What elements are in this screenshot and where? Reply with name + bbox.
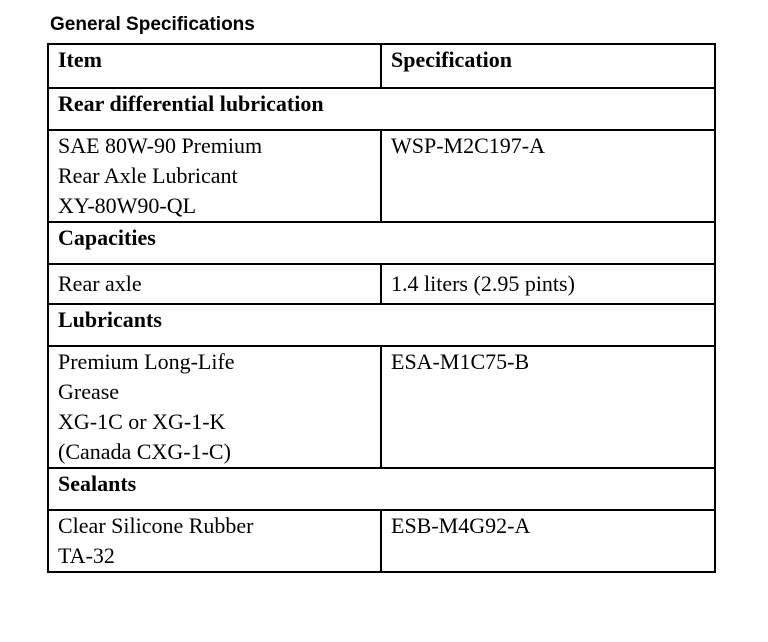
table-row	[48, 346, 715, 468]
column-header-item: Item	[48, 44, 381, 88]
item-line: Premium Long-Life	[58, 349, 235, 374]
item-line: Rear Axle Lubricant	[58, 163, 238, 188]
specification-cell: WSP-M2C197-A	[381, 130, 715, 222]
section-row	[48, 222, 715, 264]
section-row	[48, 304, 715, 346]
item-line: XY-80W90-QL	[58, 193, 197, 218]
section-row	[48, 88, 715, 130]
section-title-capacities: Capacities	[48, 222, 715, 264]
item-cell	[48, 264, 381, 304]
table-header-row	[48, 44, 715, 88]
table-caption: General Specifications	[50, 14, 255, 35]
item-line: SAE 80W-90 Premium	[58, 133, 263, 158]
section-title-lubricants: Lubricants	[48, 304, 715, 346]
table-row	[48, 510, 715, 572]
item-cell	[48, 130, 381, 222]
item-cell	[48, 510, 381, 572]
general-specifications-table	[47, 43, 716, 573]
item-line: Rear axle	[58, 271, 142, 296]
table-row	[48, 264, 715, 304]
specification-cell: ESB-M4G92-A	[381, 510, 715, 572]
item-line: Grease	[58, 379, 120, 404]
item-cell	[48, 346, 381, 468]
item-line: (Canada CXG-1-C)	[58, 439, 231, 464]
table-row	[48, 130, 715, 222]
item-line: TA-32	[58, 543, 115, 568]
specification-cell: ESA-M1C75-B	[381, 346, 715, 468]
specification-cell: 1.4 liters (2.95 pints)	[381, 264, 715, 304]
section-title-sealants: Sealants	[48, 468, 715, 510]
item-line: Clear Silicone Rubber	[58, 513, 254, 538]
section-row	[48, 468, 715, 510]
section-title-rear-differential-lubrication: Rear differential lubrication	[48, 88, 715, 130]
item-line: XG-1C or XG-1-K	[58, 409, 226, 434]
column-header-specification: Specification	[381, 44, 715, 88]
